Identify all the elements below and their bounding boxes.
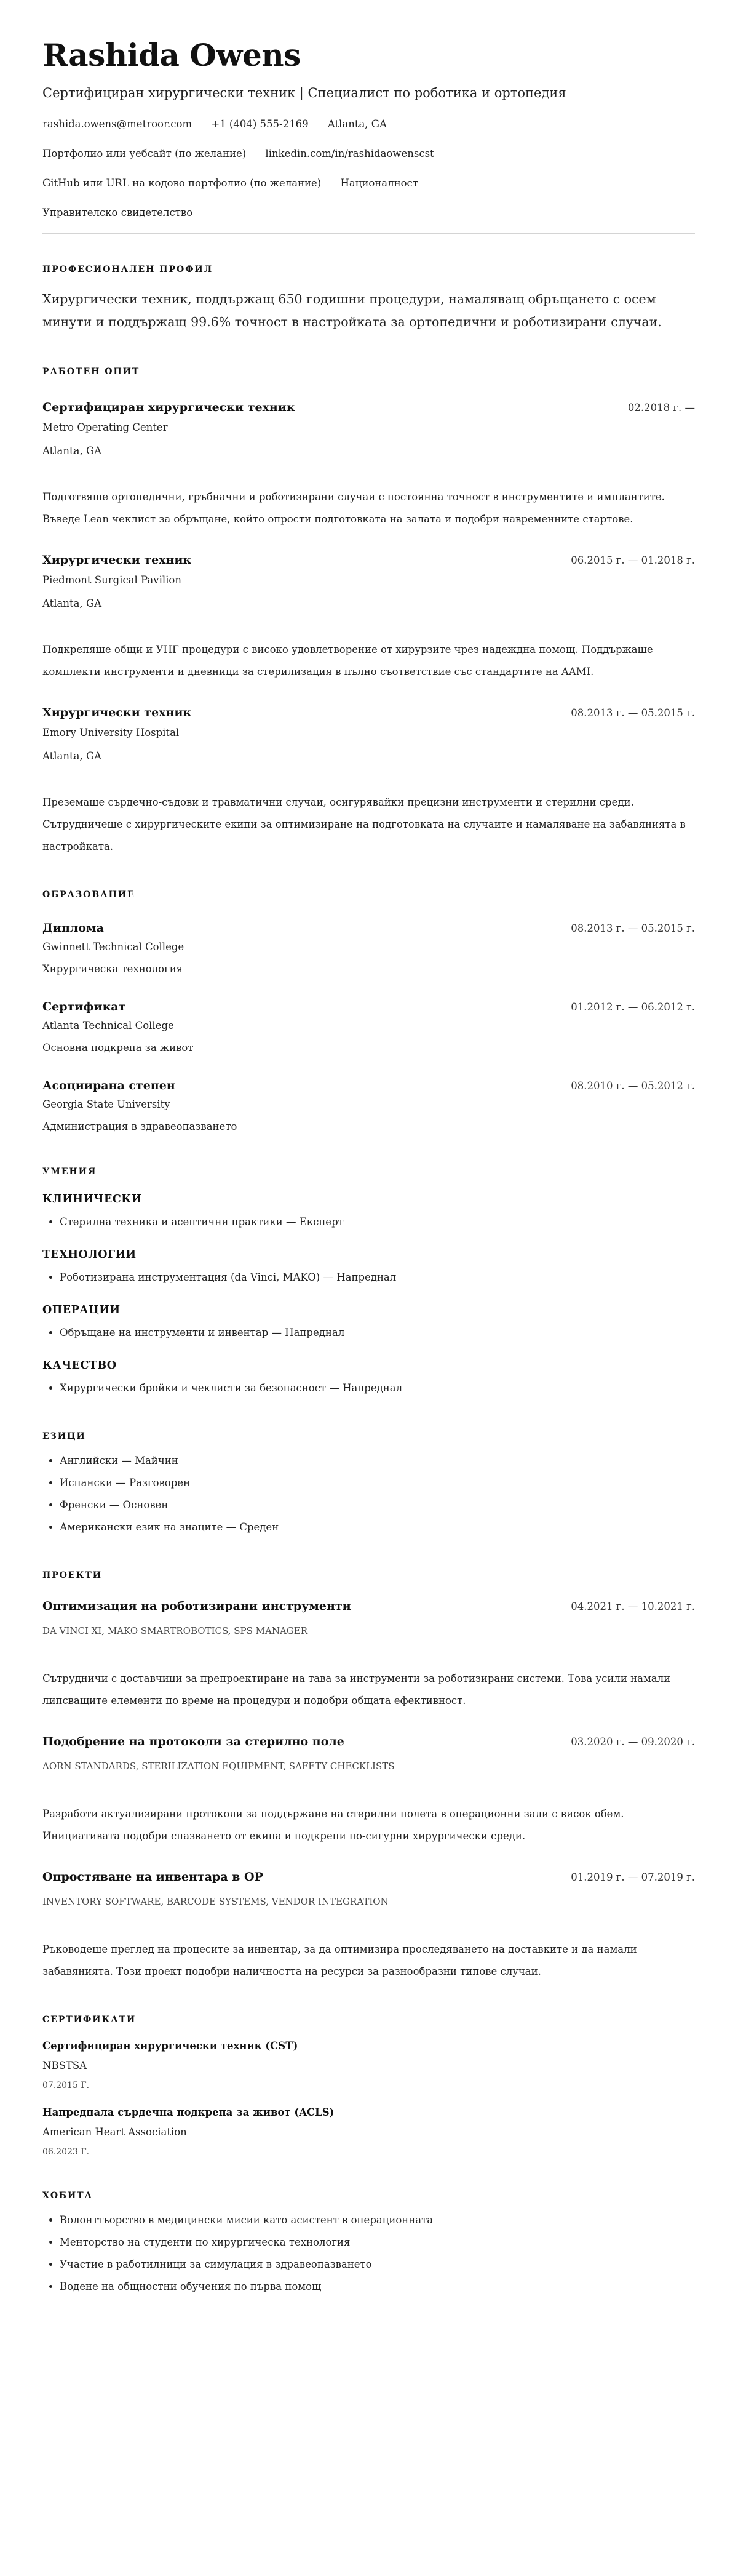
section-heading-hobbies: ХОБИТА bbox=[42, 2191, 93, 2201]
education-dates: 01.2012 г. — 06.2012 г. bbox=[571, 1001, 695, 1013]
location: Atlanta, GA bbox=[327, 118, 387, 130]
section-heading-skills: УМЕНИЯ bbox=[42, 1167, 97, 1177]
language-item: • Френски — Основен bbox=[60, 1494, 695, 1516]
projects-list bbox=[42, 1598, 695, 1983]
education-entry bbox=[42, 1077, 695, 1135]
contact-line bbox=[42, 117, 695, 132]
skill-item: • Обръщане на инструменти и инвентар — Напреднал bbox=[60, 1322, 695, 1344]
section-heading-certifications: СЕРТИФИКАТИ bbox=[42, 2015, 137, 2025]
contact-line bbox=[42, 206, 695, 220]
language-item: • Испански — Разговорен bbox=[60, 1472, 695, 1494]
contact-info bbox=[42, 117, 695, 220]
experience-entry bbox=[42, 704, 695, 858]
job-location: Atlanta, GA bbox=[42, 445, 102, 457]
skill-items bbox=[42, 1211, 695, 1233]
certification-date: 06.2023 Г. bbox=[42, 2147, 90, 2157]
company: Metro Operating Center bbox=[42, 422, 168, 433]
project-entry bbox=[42, 1733, 695, 1847]
entry-header bbox=[42, 1733, 695, 1750]
project-dates: 04.2021 г. — 10.2021 г. bbox=[571, 1601, 695, 1612]
entry-header bbox=[42, 1598, 695, 1615]
project-tags: DA VINCI XI, MAKO SMARTROBOTICS, SPS MANAGER bbox=[42, 1625, 308, 1636]
hobbies-list bbox=[42, 2209, 695, 2298]
certification-entry bbox=[42, 2105, 695, 2159]
project-dates: 03.2020 г. — 09.2020 г. bbox=[571, 1736, 695, 1748]
job-description: Подкрепяше общи и УНГ процедури с високо удовлетворение от хирурзите чрез надеждна помощ. Поддържаше комплекти инструменти и дневници за стерилизация в пълно съответствие със стандартите на AAMI. bbox=[42, 644, 653, 678]
languages-list bbox=[42, 1450, 695, 1538]
contact-line bbox=[42, 146, 695, 161]
entry-header bbox=[42, 998, 695, 1015]
certification-date: 07.2015 Г. bbox=[42, 2081, 90, 2090]
field-of-study: Администрация в здравеопазването bbox=[42, 1121, 237, 1132]
skill-category: ОПЕРАЦИИ bbox=[42, 1304, 121, 1316]
project-description: Разработи актуализирани протоколи за поддържане на стерилни полета в операционни зали с висок обем. Инициативата подобри спазването от екипа и подкрепи по-сигурни хирургически среди. bbox=[42, 1808, 624, 1842]
education-dates: 08.2010 г. — 05.2012 г. bbox=[571, 1080, 695, 1092]
phone: +1 (404) 555-2169 bbox=[211, 118, 309, 130]
contact-line bbox=[42, 176, 695, 191]
job-description: Преземаше сърдечно-съдови и травматични случаи, осигурявайки прецизни инструменти и стерилни среди. Сътрудничеше с хирургическите екипи за оптимизиране на подготовката на случаите и намаляване на забавянията в настройката. bbox=[42, 796, 686, 852]
project-entry bbox=[42, 1868, 695, 1983]
certifications-list bbox=[42, 2038, 695, 2159]
project-title: Оптимизация на роботизирани инструменти bbox=[42, 1599, 351, 1613]
entry-header bbox=[42, 1077, 695, 1094]
email-link[interactable]: rashida.owens@metroor.com bbox=[42, 118, 192, 130]
language-item: • Английски — Майчин bbox=[60, 1450, 695, 1472]
company: Piedmont Surgical Pavilion bbox=[42, 574, 181, 586]
education-entry bbox=[42, 998, 695, 1056]
field-of-study: Основна подкрепа за живот bbox=[42, 1042, 194, 1054]
skills-list bbox=[42, 1191, 695, 1399]
skill-category: КАЧЕСТВО bbox=[42, 1359, 117, 1372]
skill-item: • Роботизирана инструментация (da Vinci, MAKO) — Напреднал bbox=[60, 1266, 695, 1289]
linkedin-link[interactable]: linkedin.com/in/rashidaowenscst bbox=[265, 148, 434, 159]
hobby-item: • Волонттьорство в медицински мисии като асистент в операционната bbox=[60, 2209, 695, 2231]
section-heading-profile: ПРОФЕСИОНАЛЕН ПРОФИЛ bbox=[42, 265, 213, 274]
school: Gwinnett Technical College bbox=[42, 941, 184, 953]
degree: Диплома bbox=[42, 921, 104, 935]
hobby-item: • Менторство на студенти по хирургическа технология bbox=[60, 2231, 695, 2254]
entry-header bbox=[42, 551, 695, 569]
hobby-item: • Участие в работилници за симулация в здравеопазването bbox=[60, 2254, 695, 2276]
divider bbox=[42, 233, 695, 234]
skill-category: КЛИНИЧЕСКИ bbox=[42, 1193, 142, 1206]
education-list bbox=[42, 919, 695, 1135]
section-heading-education: ОБРАЗОВАНИЕ bbox=[42, 890, 135, 900]
experience-entry bbox=[42, 399, 695, 530]
entry-header bbox=[42, 399, 695, 416]
entry-header bbox=[42, 1868, 695, 1886]
candidate-name: Rashida Owens bbox=[42, 37, 301, 73]
certification-issuer: American Heart Association bbox=[42, 2126, 187, 2138]
entry-header bbox=[42, 704, 695, 721]
portfolio-link[interactable]: Портфолио или уебсайт (по желание) bbox=[42, 148, 247, 159]
job-location: Atlanta, GA bbox=[42, 598, 102, 609]
company: Emory University Hospital bbox=[42, 727, 180, 738]
experience-list bbox=[42, 399, 695, 858]
hobby-item: • Водене на общностни обучения по първа помощ bbox=[60, 2276, 695, 2298]
section-heading-projects: ПРОЕКТИ bbox=[42, 1570, 102, 1580]
school: Atlanta Technical College bbox=[42, 1020, 174, 1031]
job-description: Подготвяше ортопедични, гръбначни и роботизирани случаи с постоянна точност в инструментите и имплантите. Въведе Lean чеклист за обръщане, който опрости подготовката на залата и подобри навременните стартове. bbox=[42, 491, 665, 525]
job-title: Хирургически техник bbox=[42, 553, 192, 567]
certification-title: Напреднала сърдечна подкрепа за живот (ACLS) bbox=[42, 2106, 335, 2118]
project-title: Опростяване на инвентара в ОР bbox=[42, 1870, 263, 1884]
school: Georgia State University bbox=[42, 1098, 170, 1110]
certification-issuer: NBSTSA bbox=[42, 2060, 87, 2071]
skill-item: • Хирургически бройки и чеклисти за безопасност — Напреднал bbox=[60, 1377, 695, 1399]
project-dates: 01.2019 г. — 07.2019 г. bbox=[571, 1871, 695, 1883]
certification-entry bbox=[42, 2038, 695, 2092]
skill-items bbox=[42, 1377, 695, 1399]
project-entry bbox=[42, 1598, 695, 1712]
job-dates: 06.2015 г. — 01.2018 г. bbox=[571, 554, 695, 566]
project-description: Ръководеше преглед на процесите за инвентар, за да оптимизира проследяването на доставките и да намали забавянията. Този проект подобри наличността на ресурси за разнообразни типове случаи. bbox=[42, 1943, 637, 1977]
job-dates: 08.2013 г. — 05.2015 г. bbox=[571, 707, 695, 719]
headline: Сертифициран хирургически техник | Специалист по роботика и ортопедия bbox=[42, 86, 566, 100]
field-of-study: Хирургическа технология bbox=[42, 963, 183, 975]
project-tags: INVENTORY SOFTWARE, BARCODE SYSTEMS, VENDOR INTEGRATION bbox=[42, 1896, 389, 1907]
language-item: • Американски език на знаците — Среден bbox=[60, 1516, 695, 1538]
project-tags: AORN STANDARDS, STERILIZATION EQUIPMENT, SAFETY CHECKLISTS bbox=[42, 1761, 395, 1772]
experience-entry bbox=[42, 551, 695, 683]
skill-items bbox=[42, 1322, 695, 1344]
education-entry bbox=[42, 919, 695, 977]
degree: Асоциирана степен bbox=[42, 1079, 175, 1092]
job-title: Хирургически техник bbox=[42, 706, 192, 719]
profile-summary: Хирургически техник, поддържащ 650 годишни процедури, намаляващ обръщането с осем минути и поддържащ 99.6% точност в настройката за ортопедични и роботизирани случаи. bbox=[42, 292, 662, 329]
entry-header bbox=[42, 919, 695, 937]
degree: Сертификат bbox=[42, 1000, 126, 1014]
skill-item: • Стерилна техника и асептични практики — Експерт bbox=[60, 1211, 695, 1233]
project-description: Сътрудничи с доставчици за препроектиране на тава за инструменти за роботизирани системи. Това усили намали липсващите елементи по време на процедури и подобри общата ефективност. bbox=[42, 1673, 671, 1706]
skill-category: ТЕХНОЛОГИИ bbox=[42, 1249, 137, 1261]
nationality: Националност bbox=[340, 177, 418, 189]
project-title: Подобрение на протоколи за стерилно поле bbox=[42, 1735, 344, 1748]
section-heading-experience: РАБОТЕН ОПИТ bbox=[42, 367, 140, 377]
job-title: Сертифициран хирургически техник bbox=[42, 401, 295, 414]
certification-title: Сертифициран хирургически техник (CST) bbox=[42, 2040, 298, 2052]
job-dates: 02.2018 г. — bbox=[627, 402, 695, 414]
section-heading-languages: ЕЗИЦИ bbox=[42, 1431, 86, 1441]
github-link[interactable]: GitHub или URL на кодово портфолио (по желание) bbox=[42, 177, 322, 189]
education-dates: 08.2013 г. — 05.2015 г. bbox=[571, 922, 695, 934]
skill-items bbox=[42, 1266, 695, 1289]
job-location: Atlanta, GA bbox=[42, 750, 102, 762]
drivers-license: Управителско свидетелство bbox=[42, 207, 193, 218]
